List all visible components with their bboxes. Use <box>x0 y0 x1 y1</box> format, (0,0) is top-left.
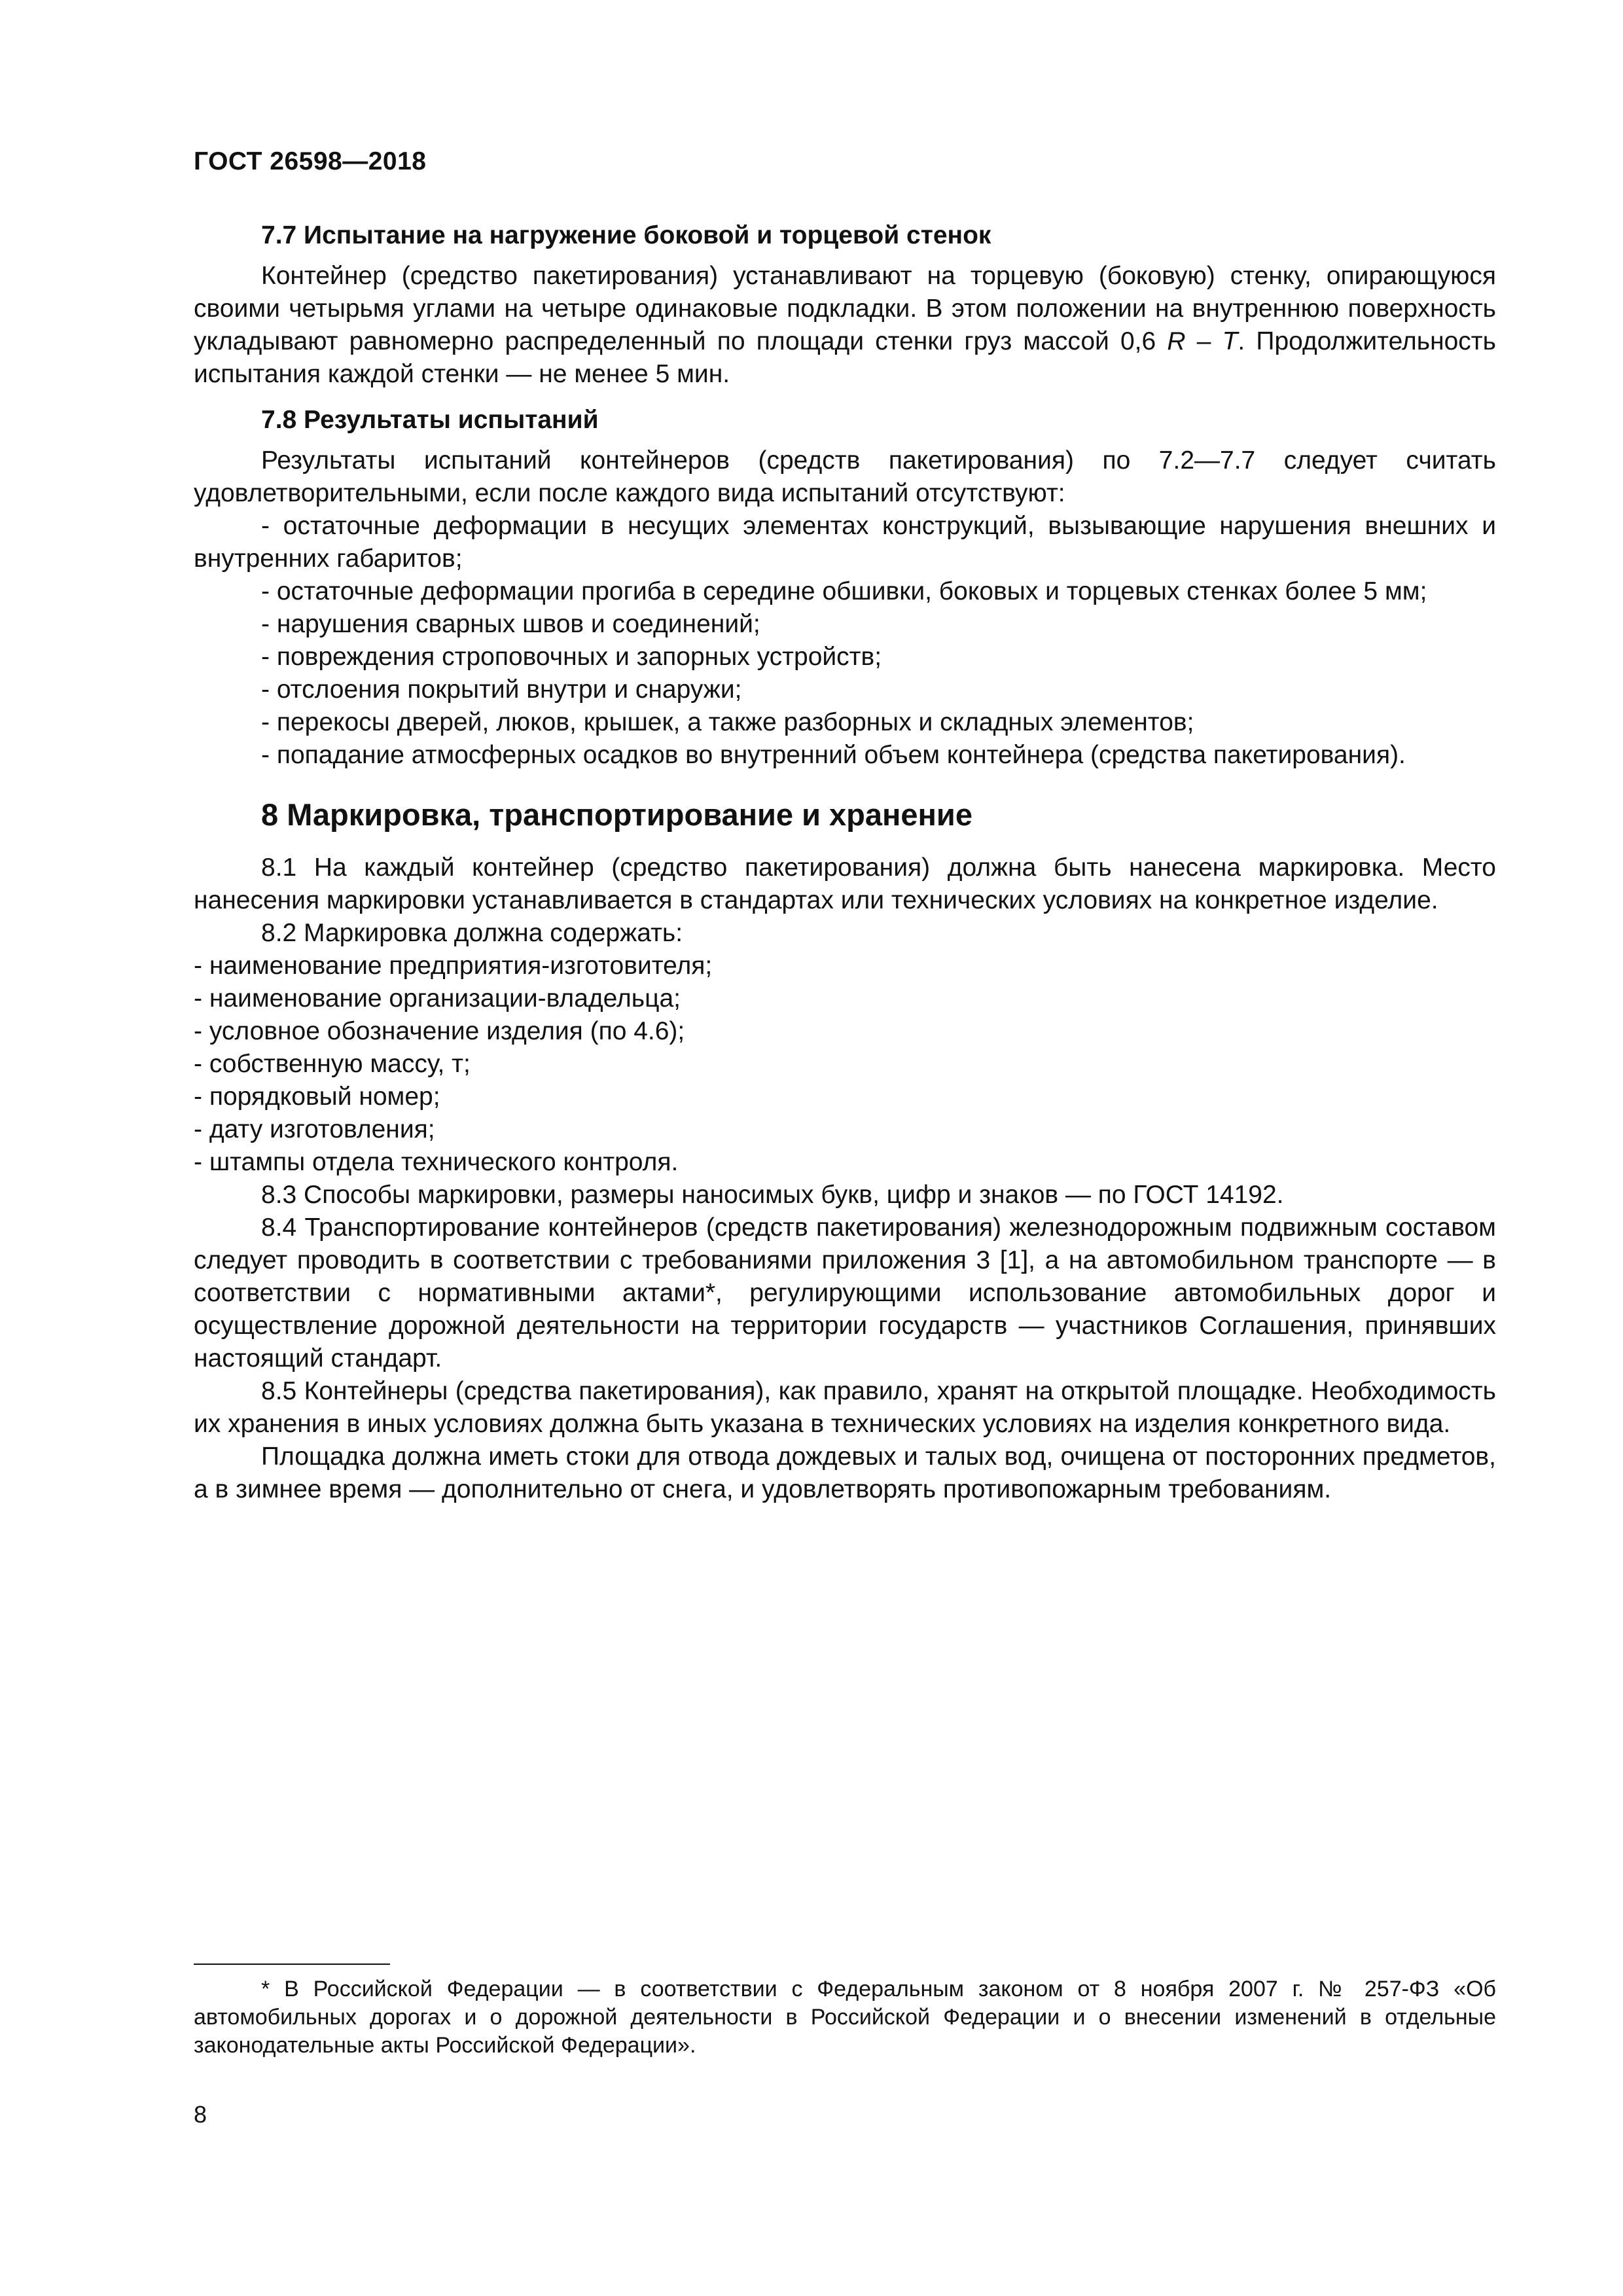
list-item: - наименование предприятия-изготовителя; <box>194 952 713 980</box>
clause-8-1: 8.1 На каждый контейнер (средство пакетирования) должна быть нанесена маркировка. Место нанесения маркировки устанавливается в стандартах или технических условиях на конкретное изделие. <box>194 853 1496 914</box>
list-item: - остаточные деформации прогиба в середине обшивки, боковых и торцевых стенках более 5 мм; <box>261 577 1427 605</box>
main-content <box>194 219 1496 1506</box>
section-7-7-title: 7.7 Испытание на нагружение боковой и торцевой стенок <box>261 221 991 249</box>
list-item: - остаточные деформации в несущих элементах конструкций, вызывающие нарушения внешних и внутренних габаритов; <box>194 512 1496 573</box>
section-7-7-text-part2: . Продолжительность испытания каждой стенки — не менее 5 мин. <box>194 327 1496 388</box>
page-number: 8 <box>194 2101 207 2128</box>
variable-r: R <box>1167 327 1186 355</box>
list-item: - порядковый номер; <box>194 1083 440 1111</box>
list-item: - штампы отдела технического контроля. <box>194 1148 679 1176</box>
clause-8-5-storage-area: Площадка должна иметь стоки для отвода дождевых и талых вод, очищена от посторонних предметов, а в зимнее время — дополнительно от снега, и удовлетворять противопожарным требованиям. <box>194 1443 1496 1503</box>
clause-8-2: 8.2 Маркировка должна содержать: <box>261 919 683 947</box>
list-item: - попадание атмосферных осадков во внутренний объем контейнера (средства пакетирования). <box>261 741 1406 769</box>
document-code-header: ГОСТ 26598—2018 <box>194 147 427 175</box>
minus-sign: – <box>1185 327 1222 355</box>
list-item: - повреждения строповочных и запорных устройств; <box>261 643 882 671</box>
list-item: - нарушения сварных швов и соединений; <box>261 610 760 638</box>
list-item: - перекосы дверей, люков, крышек, а также разборных и складных элементов; <box>261 708 1194 736</box>
section-7-8-intro: Результаты испытаний контейнеров (средств пакетирования) по 7.2—7.7 следует считать удовлетворительными, если после каждого вида испытаний отсутствуют: <box>194 446 1496 507</box>
list-item: - условное обозначение изделия (по 4.6); <box>194 1017 685 1045</box>
section-8-title: 8 Маркировка, транспортирование и хранение <box>261 797 972 832</box>
list-item: - отслоения покрытий внутри и снаружи; <box>261 675 742 704</box>
clause-8-3: 8.3 Способы маркировки, размеры наносимых букв, цифр и знаков — по ГОСТ 14192. <box>261 1181 1284 1209</box>
variable-t: T <box>1222 327 1238 355</box>
section-7-7-text-part1: Контейнер (средство пакетирования) устанавливают на торцевую (боковую) стенку, опирающуюся своими четырьмя углами на четыре одинаковые подкладки. В этом положении на внутреннюю поверхность укладывают равномерно распределенный по площади стенки груз массой 0,6 <box>194 262 1496 355</box>
section-7-8-list <box>194 510 1496 772</box>
clause-8-2-list <box>194 950 1496 1179</box>
section-7-7-paragraph <box>194 260 1496 391</box>
footnote: * В Российской Федерации — в соответствии с Федеральным законом от 8 ноября 2007 г. № 257-ФЗ «Об автомобильных дорогах и о дорожной деятельности в Российской Федерации и о внесении изменений в отдельные законодательные акты Российской Федерации». <box>194 1977 1496 2058</box>
list-item: - собственную массу, т; <box>194 1050 471 1078</box>
clause-8-5: 8.5 Контейнеры (средства пакетирования), как правило, хранят на открытой площадке. Необходимость их хранения в иных условиях должна быть указана в технических условиях на изделия конкретного вида. <box>194 1377 1496 1438</box>
list-item: - наименование организации-владельца; <box>194 984 681 1013</box>
footnote-divider <box>194 1964 390 1965</box>
clause-8-4: 8.4 Транспортирование контейнеров (средств пакетирования) железнодорожным подвижным составом следует проводить в соответствии с требованиями приложения 3 [1], а на автомобильном транспорте — в соответствии с нормативными актами*, регулирующими использование автомобильных дорог и осуществление дорожной деятельности на территории государств — участников Соглашения, принявших настоящий стандарт. <box>194 1213 1496 1372</box>
list-item: - дату изготовления; <box>194 1115 435 1143</box>
section-7-8-title: 7.8 Результаты испытаний <box>261 406 599 434</box>
